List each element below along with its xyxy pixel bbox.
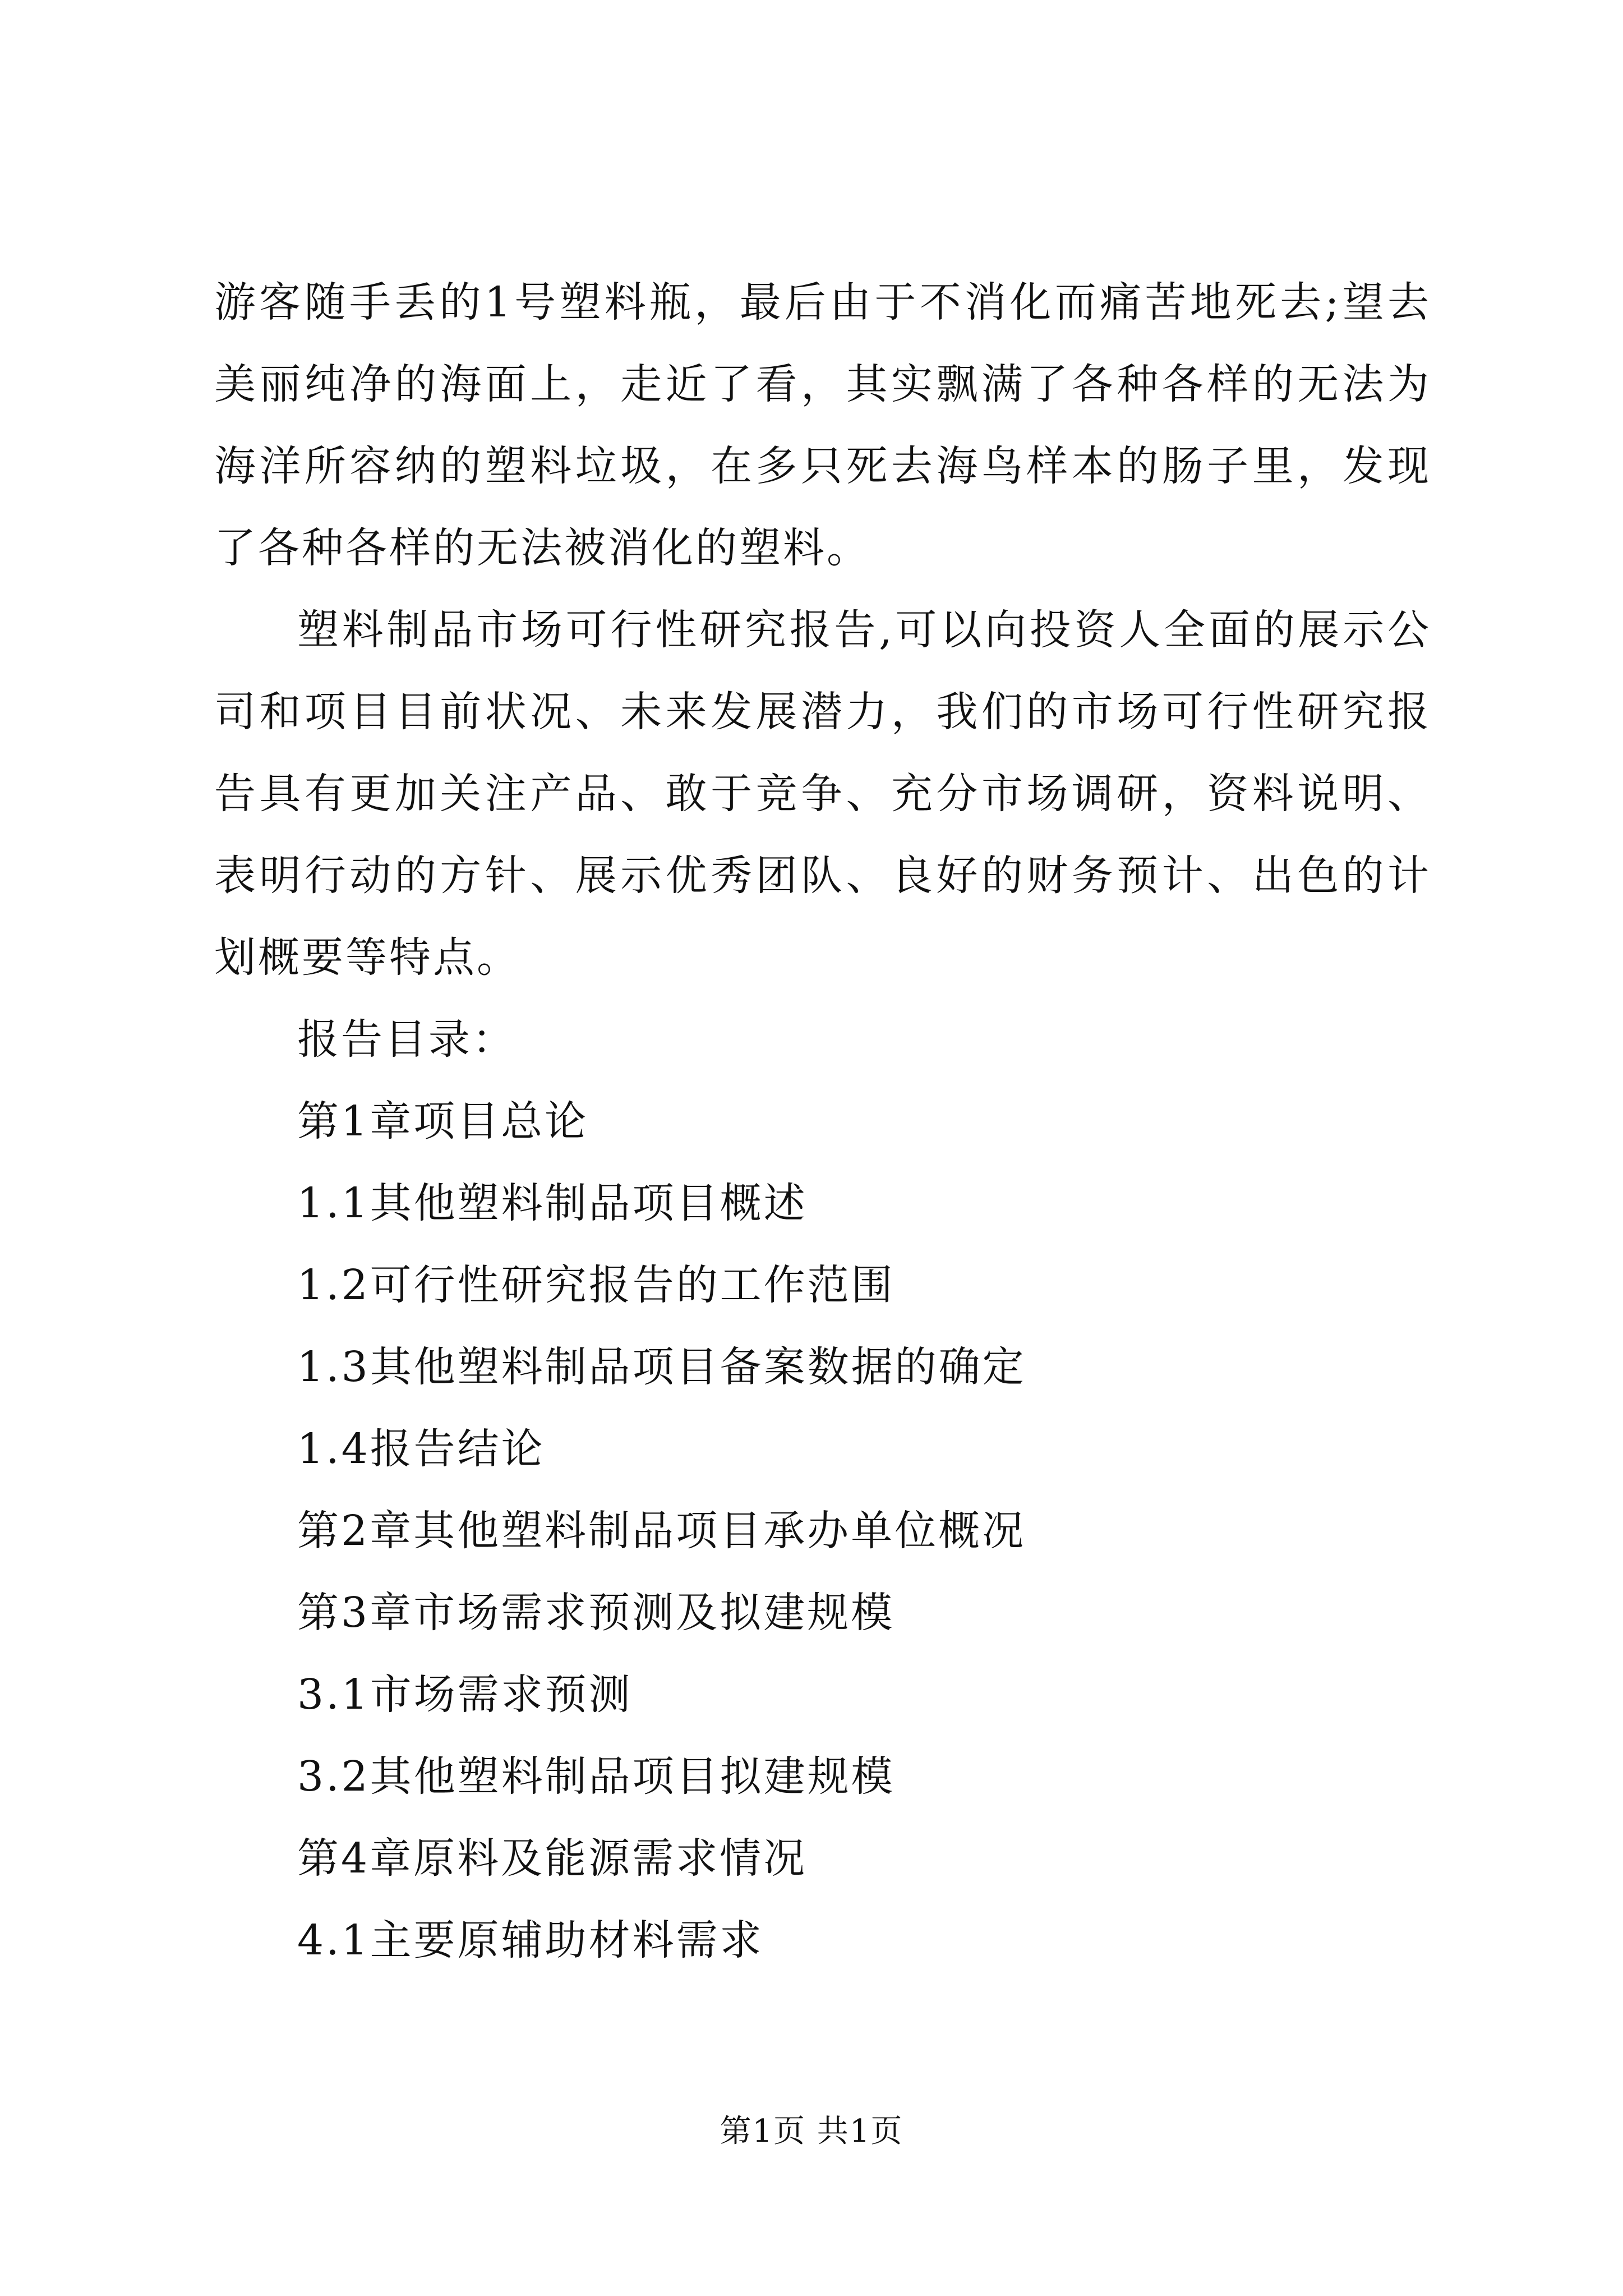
- toc-item: 4.1主要原辅助材料需求: [297, 1916, 764, 1964]
- document-body: [214, 261, 1431, 1981]
- toc-item: 1.3其他塑料制品项目备案数据的确定: [297, 1343, 1026, 1391]
- toc-item: 第1章项目总论: [297, 1097, 589, 1145]
- page-footer: 第1页 共1页: [720, 2113, 903, 2150]
- toc-item: 1.1其他塑料制品项目概述: [297, 1179, 808, 1227]
- toc-item: 3.1市场需求预测: [297, 1671, 633, 1719]
- toc-item: 1.4报告结论: [297, 1425, 545, 1473]
- toc-item: 第4章原料及能源需求情况: [297, 1834, 808, 1883]
- paragraph-plastic-waste: 游客随手丢的1号塑料瓶，最后由于不消化而痛苦地死去;望去美丽纯净的海面上，走近了看，其实飘满了各种各样的无法为海洋所容纳的塑料垃圾，在多只死去海鸟样本的肠子里，发现了各种各样的无法被消化的塑料。: [214, 278, 1431, 572]
- toc-item: 1.2可行性研究报告的工作范围: [297, 1261, 895, 1309]
- paragraph-report-intro: 塑料制品市场可行性研究报告,可以向投资人全面的展示公司和项目目前状况、未来发展潜力，我们的市场可行性研究报告具有更加关注产品、敢于竞争、充分市场调研，资料说明、表明行动的方针、展示优秀团队、良好的财务预计、出色的计划概要等特点。: [214, 606, 1431, 982]
- toc-item: 3.2其他塑料制品项目拟建规模: [297, 1752, 895, 1801]
- toc-heading: 报告目录：: [297, 1015, 516, 1064]
- table-of-contents: [214, 1080, 1431, 1981]
- toc-item: 第3章市场需求预测及拟建规模: [297, 1589, 895, 1637]
- toc-item: 第2章其他塑料制品项目承办单位概况: [297, 1507, 1026, 1555]
